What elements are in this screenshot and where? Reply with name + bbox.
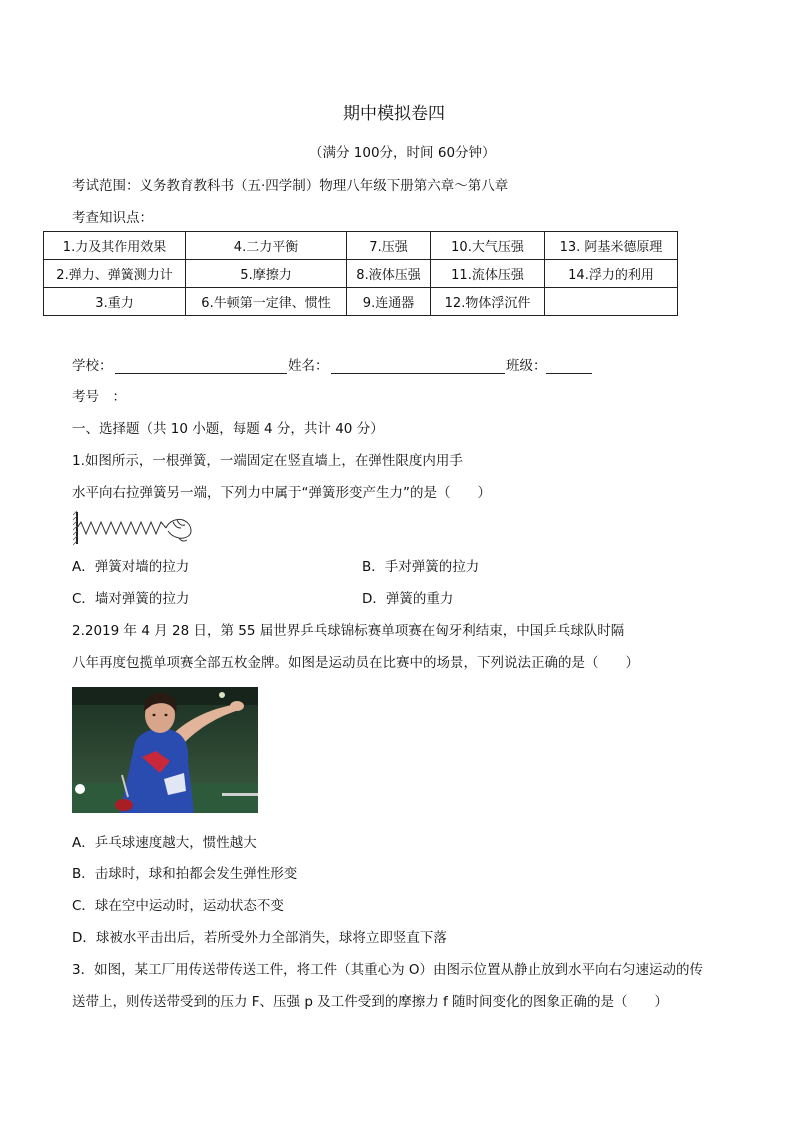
q1-option-b[interactable]: B．手对弹簧的拉力 [362, 559, 480, 575]
table-tennis-photo [72, 687, 258, 813]
table-cell: 10.大气压强 [431, 232, 545, 260]
name-blank[interactable] [331, 372, 505, 374]
exam-title: 期中模拟卷四 [343, 104, 445, 124]
table-cell: 14.浮力的利用 [545, 260, 678, 288]
table-cell: 12.物体浮沉件 [431, 288, 545, 316]
table-cell: 2.弹力、弹簧测力计 [44, 260, 186, 288]
q3-stem-line2: 送带上，则传送带受到的压力 F、压强 p 及工件受到的摩擦力 f 随时间变化的图象正确的是（ ） [72, 994, 669, 1010]
exam-number-label: 考号 ： [72, 389, 126, 405]
table-cell: 8.液体压强 [347, 260, 431, 288]
q2-option-a[interactable]: A．乒乓球速度越大，惯性越大 [72, 835, 257, 851]
q3-stem-line1: 3．如图，某工厂用传送带传送工件，将工件（其重心为 O）由图示位置从静止放到水平向右匀速运动的传 [72, 962, 704, 978]
table-row [44, 232, 678, 260]
table-cell: 3.重力 [44, 288, 186, 316]
q2-option-d[interactable]: D．球被水平击出后，若所受外力全部消失，球将立即竖直下落 [72, 930, 447, 946]
q2-stem-line1: 2.2019 年 4 月 28 日，第 55 届世界乒乓球锦标赛单项赛在匈牙利结束，中国乒乓球队时隔 [72, 623, 625, 639]
q2-option-c[interactable]: C．球在空中运动时，运动状态不变 [72, 898, 284, 914]
table-row [44, 288, 678, 316]
table-cell [545, 288, 678, 316]
q1-option-a[interactable]: A．弹簧对墙的拉力 [72, 559, 190, 575]
exam-subtitle: （满分 100分，时间 60分钟） [309, 145, 496, 161]
q2-option-b[interactable]: B．击球时，球和拍都会发生弹性形变 [72, 866, 298, 882]
table-cell: 9.连通器 [347, 288, 431, 316]
table-cell: 7.压强 [347, 232, 431, 260]
table-cell: 4.二力平衡 [186, 232, 347, 260]
spring-figure [73, 510, 197, 546]
q1-stem-line1: 1.如图所示，一根弹簧，一端固定在竖直墙上，在弹性限度内用手 [72, 453, 463, 469]
exam-scope: 考试范围：义务教育教科书（五·四学制）物理八年级下册第六章～第八章 [72, 178, 509, 194]
school-blank[interactable] [115, 372, 287, 374]
table-cell: 5.摩擦力 [186, 260, 347, 288]
name-label: 姓名： [288, 358, 329, 374]
table-cell: 13. 阿基米德原理 [545, 232, 678, 260]
q2-stem-line2: 八年再度包揽单项赛全部五枚金牌。如图是运动员在比赛中的场景，下列说法正确的是（ ） [72, 655, 639, 671]
q1-option-d[interactable]: D．弹簧的重力 [362, 591, 454, 607]
school-label: 学校： [72, 358, 113, 374]
hand-icon [166, 519, 191, 541]
q1-option-c[interactable]: C．墙对弹簧的拉力 [72, 591, 190, 607]
table-cell: 1.力及其作用效果 [44, 232, 186, 260]
table-cell: 6.牛顿第一定律、惯性 [186, 288, 347, 316]
table-row [44, 260, 678, 288]
section-heading: 一、选择题（共 10 小题，每题 4 分，共计 40 分） [72, 421, 384, 437]
knowledge-points-table [43, 231, 678, 316]
q1-stem-line2: 水平向右拉弹簧另一端，下列力中属于“弹簧形变产生力”的是（ ） [72, 485, 491, 501]
knowledge-points-label: 考查知识点： [72, 210, 153, 226]
class-label: 班级： [506, 358, 547, 374]
class-blank[interactable] [546, 372, 592, 374]
table-cell: 11.流体压强 [431, 260, 545, 288]
